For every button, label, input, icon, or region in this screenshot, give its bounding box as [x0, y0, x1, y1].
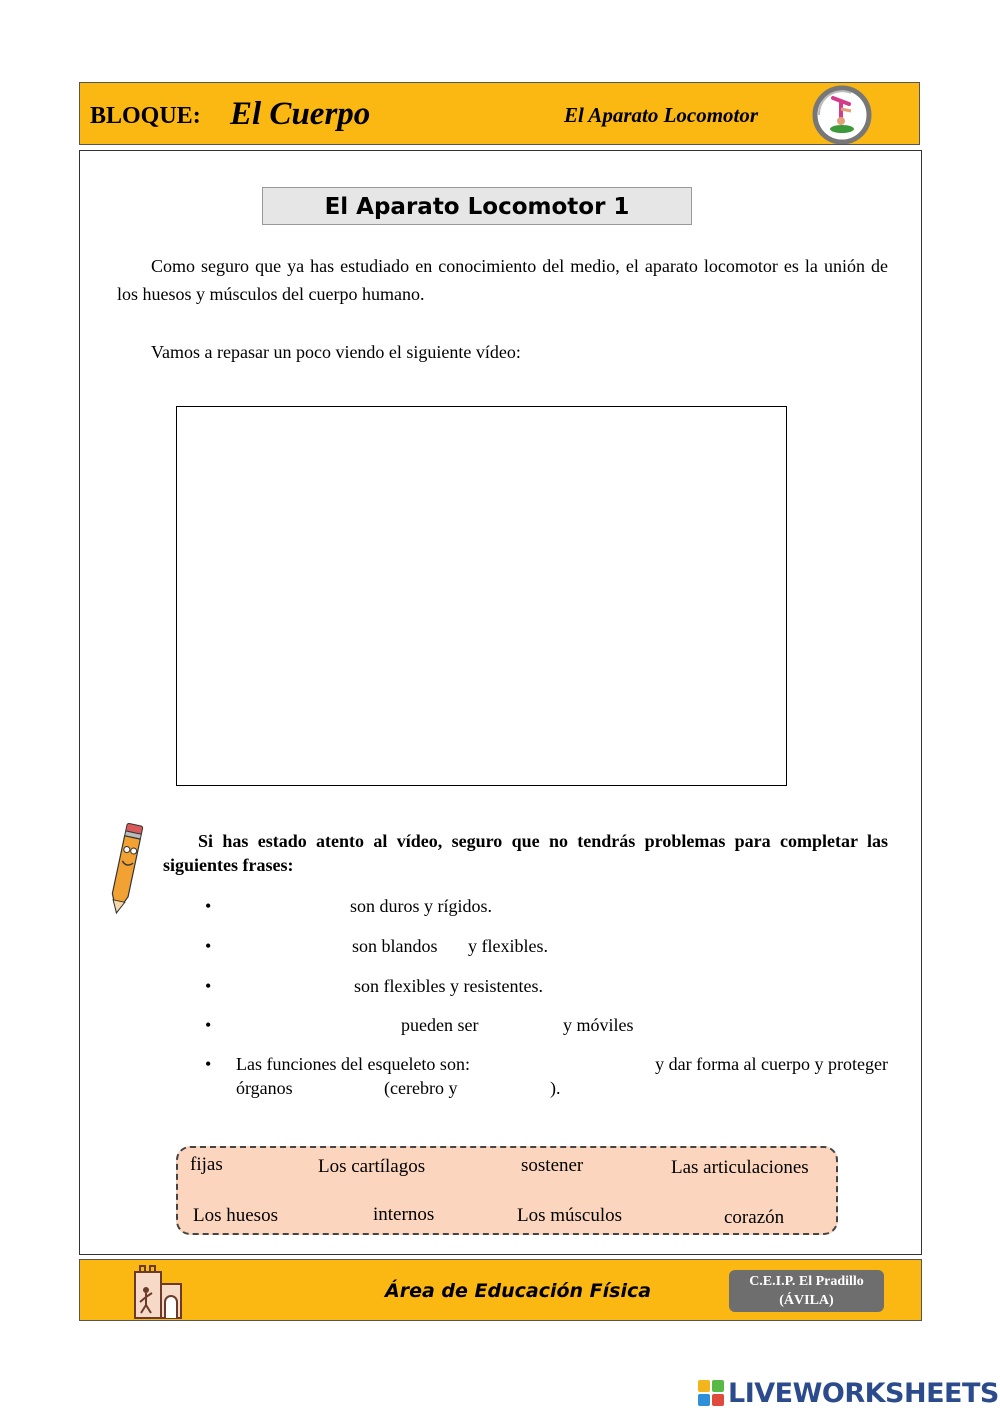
video-instruction: Vamos a repasar un poco viendo el siguiente vídeo: [151, 342, 521, 362]
sentence-fragment: ). [550, 1078, 561, 1098]
gymnast-logo-icon [811, 84, 873, 144]
pencil-icon [106, 818, 148, 918]
word-bank-item[interactable]: internos [373, 1204, 435, 1225]
sentence-fragment: órganos [236, 1078, 293, 1098]
liveworksheets-brand: LIVEWORKSHEETS [728, 1377, 999, 1409]
footer-bar [79, 1259, 922, 1321]
bullet-point: • [205, 1015, 212, 1035]
sentence-fragment: Las funciones del esqueleto son: [236, 1054, 470, 1074]
word-bank-item[interactable]: sostener [521, 1155, 584, 1176]
word-bank-item[interactable]: fijas [190, 1154, 223, 1175]
sentence-fragment: son blandos [352, 936, 438, 956]
sentence-fragment: y móviles [563, 1015, 634, 1035]
bloque-label: BLOQUE: [90, 103, 201, 129]
sentence-fragment: pueden ser [401, 1015, 479, 1035]
word-bank-item[interactable]: Los músculos [517, 1205, 623, 1226]
liveworksheets-watermark [698, 1377, 999, 1409]
school-name: C.E.I.P. El Pradillo [749, 1274, 864, 1289]
liveworksheets-logo-icon [698, 1380, 724, 1406]
video-player[interactable] [176, 406, 787, 786]
bullet-point: • [205, 1054, 212, 1074]
school-badge [729, 1270, 884, 1312]
school-tower-logo-icon [132, 1262, 186, 1320]
section-title: El Aparato Locomotor [564, 103, 759, 127]
word-bank-item[interactable]: Los cartílagos [318, 1156, 426, 1177]
word-bank-item[interactable]: Los huesos [193, 1205, 278, 1226]
sentence-fragment: (cerebro y [384, 1078, 458, 1098]
word-bank-item[interactable]: corazón [724, 1207, 785, 1228]
school-location: (ÁVILA) [779, 1293, 834, 1308]
word-bank [176, 1146, 838, 1235]
worksheet-title: El Aparato Locomotor 1 [262, 187, 692, 225]
header-bar [79, 82, 920, 145]
sentence-fragment: y dar forma al cuerpo y proteger [655, 1054, 888, 1074]
exercise-intro: Si has estado atento al vídeo, seguro que no tendrás problemas para completar las siguientes frases: [163, 831, 888, 875]
footer-area-title: Área de Educación Física [385, 1280, 652, 1302]
sentence-fragment: y flexibles. [468, 936, 548, 956]
bullet-point: • [205, 896, 212, 916]
intro-paragraph: Como seguro que ya has estudiado en conocimiento del medio, el aparato locomotor es la unión de los huesos y músculos del cuerpo humano. [117, 256, 888, 304]
word-bank-item[interactable]: Las articulaciones [671, 1157, 809, 1178]
bullet-point: • [205, 936, 212, 956]
sentence-fragment: son duros y rígidos. [350, 896, 493, 916]
bullet-point: • [205, 976, 212, 996]
bloque-title: El Cuerpo [230, 96, 371, 132]
sentence-fragment: son flexibles y resistentes. [354, 976, 543, 996]
